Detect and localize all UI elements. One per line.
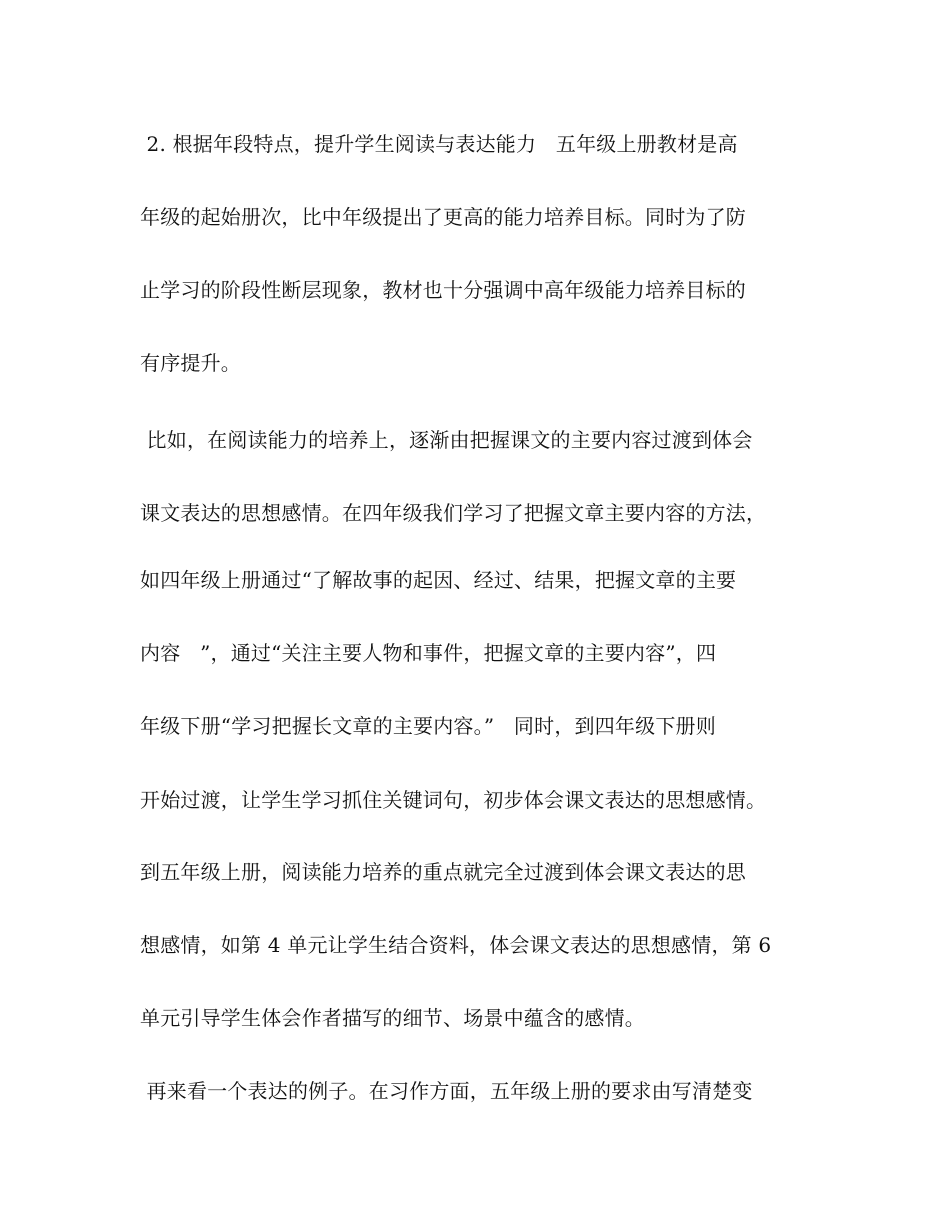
text-line: 到五年级上册，阅读能力培养的重点就完全过渡到体会课文表达的思 [140, 860, 746, 884]
text-line: 想感情，如第 4 单元让学生结合资料，体会课文表达的思想感情，第 6 [140, 933, 772, 957]
text-line: 比如，在阅读能力的培养上，逐渐由把握课文的主要内容过渡到体会 [140, 428, 753, 452]
text-line: 课文表达的思想感情。在四年级我们学习了把握文章主要内容的方法， [140, 501, 767, 525]
text-line: 开始过渡，让学生学习抓住关键词句，初步体会课文表达的思想感情。 [140, 788, 767, 812]
text-line: 单元引导学生体会作者描写的细节、场景中蕴含的感情。 [140, 1006, 645, 1030]
text-line: 有序提升。 [140, 351, 241, 375]
text-line: 年级下册“学习把握长文章的主要内容。” 同时，到四年级下册则 [140, 714, 716, 738]
text-line: 如四年级上册通过“了解故事的起因、经过、结果，把握文章的主要 [140, 568, 737, 592]
text-line: 年级的起始册次，比中年级提出了更高的能力培养目标。同时为了防 [140, 205, 746, 229]
text-line: 2. 根据年段特点，提升学生阅读与表达能力 五年级上册教材是高 [140, 132, 738, 156]
text-line: 再来看一个表达的例子。在习作方面，五年级上册的要求由写清楚变 [140, 1079, 753, 1103]
text-line: 内容 ”，通过“关注主要人物和事件，把握文章的主要内容”，四 [140, 641, 717, 665]
text-line: 止学习的阶段性断层现象，教材也十分强调中高年级能力培养目标的 [140, 278, 746, 302]
